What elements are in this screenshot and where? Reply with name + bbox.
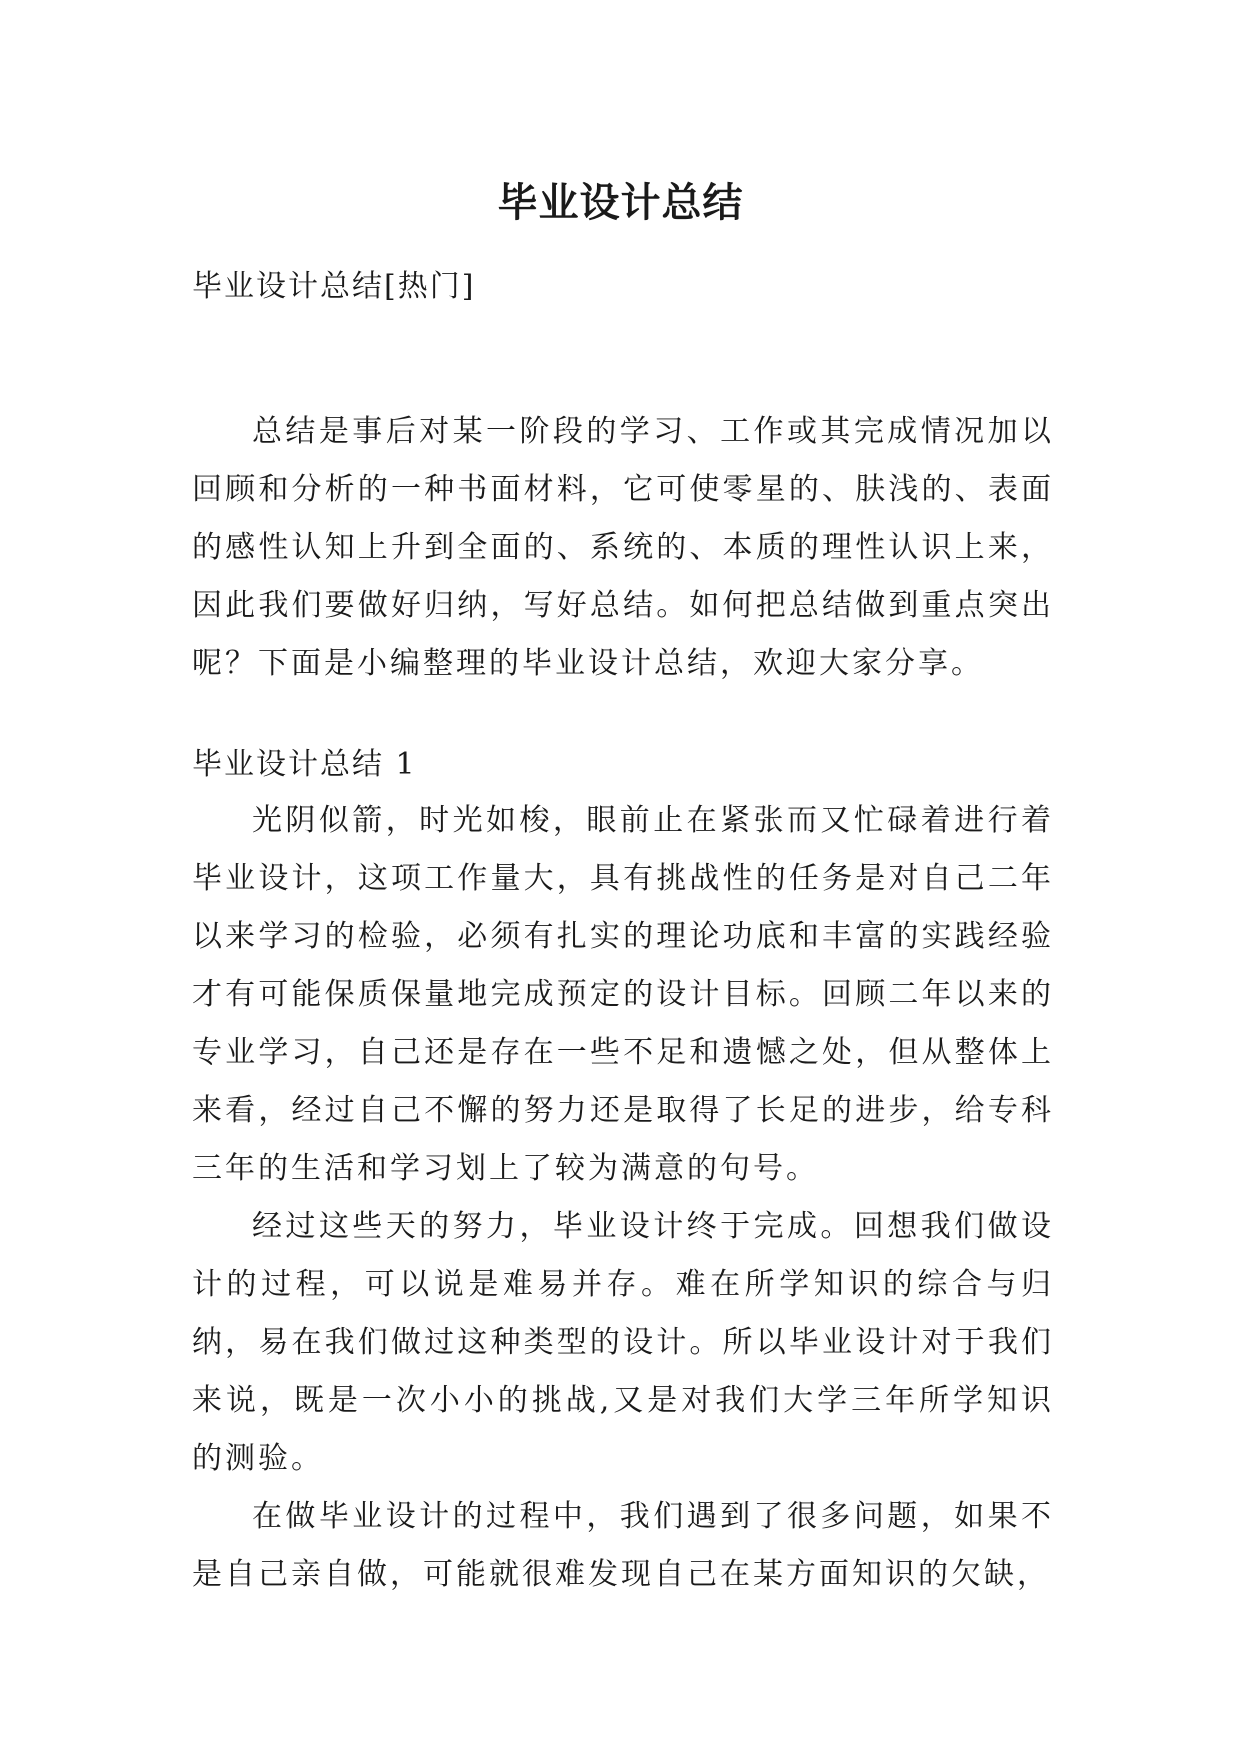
section-body <box>192 792 1054 1604</box>
body-paragraph: 光阴似箭，时光如梭，眼前止在紧张而又忙碌着进行着毕业设计，这项工作量大，具有挑战性的任务是对自己二年以来学习的检验，必须有扎实的理论功底和丰富的实践经验才有可能保质保量地完成预定的设计目标。回顾二年以来的专业学习，自己还是存在一些不足和遗憾之处，但从整体上来看，经过自己不懈的努力还是取得了长足的进步，给专科三年的生活和学习划上了较为满意的句号。 <box>192 803 1054 1186</box>
document-subtitle: 毕业设计总结[热门] <box>192 269 476 304</box>
document-title: 毕业设计总结 <box>497 179 744 226</box>
body-paragraph: 经过这些天的努力，毕业设计终于完成。回想我们做设计的过程，可以说是难易并存。难在所学知识的综合与归纳，易在我们做过这种类型的设计。所以毕业设计对于我们来说，既是一次小小的挑战,又是对我们大学三年所学知识的测验。 <box>192 1209 1054 1476</box>
body-paragraph: 在做毕业设计的过程中，我们遇到了很多问题，如果不是自己亲自做，可能就很难发现自己在某方面知识的欠缺， <box>192 1499 1054 1592</box>
section-heading: 毕业设计总结 1 <box>192 747 417 782</box>
intro-paragraph: 总结是事后对某一阶段的学习、工作或其完成情况加以回顾和分析的一种书面材料，它可使零星的、肤浅的、表面的感性认知上升到全面的、系统的、本质的理性认识上来，因此我们要做好归纳，写好总结。如何把总结做到重点突出呢？下面是小编整理的毕业设计总结，欢迎大家分享。 <box>192 414 1054 681</box>
intro-section <box>192 403 1054 693</box>
